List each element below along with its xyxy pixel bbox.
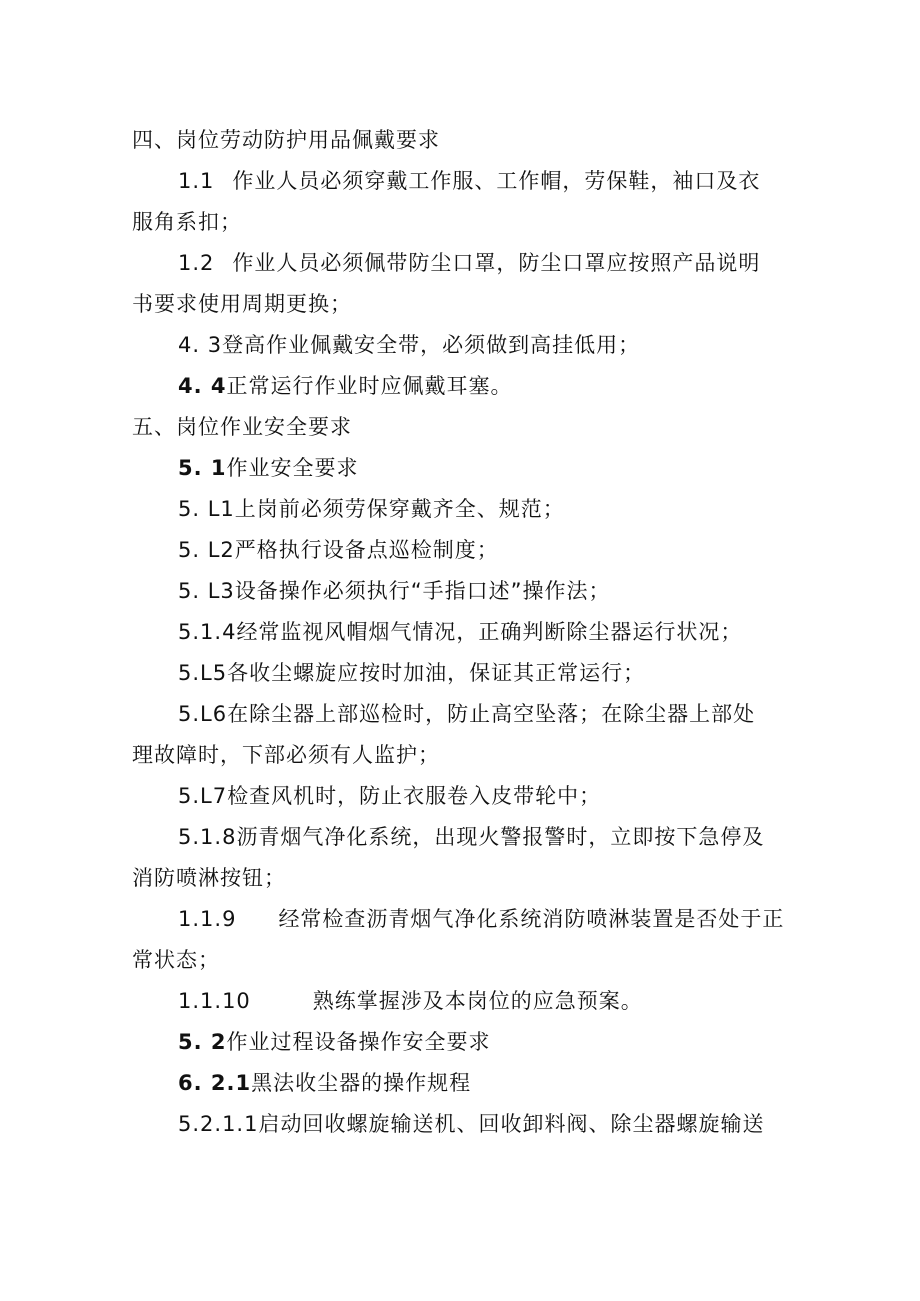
item-number: 4. 4	[178, 374, 227, 398]
item-5-l6-continued: 理故障时，下部必须有人监护；	[132, 743, 440, 767]
item-1-1-9	[132, 899, 792, 940]
item-number: 5. L1	[178, 497, 235, 521]
subsection-number: 5. 2	[178, 1030, 227, 1054]
subsection-number: 5. 1	[178, 456, 227, 480]
item-5-l5	[132, 653, 792, 694]
item-5-2-1-1	[132, 1104, 792, 1145]
item-4-3	[132, 325, 792, 366]
item-1-1	[132, 161, 792, 202]
item-text: 沥青烟气净化系统，出现火警报警时，立即按下急停及	[236, 825, 765, 849]
subsection-5-2	[132, 1022, 792, 1063]
item-text: 登高作业佩戴安全带，必须做到高挂低用；	[222, 333, 641, 357]
item-5-l2	[132, 530, 792, 571]
item-5-l1	[132, 489, 792, 530]
item-text: 正常运行作业时应佩戴耳塞。	[226, 374, 513, 398]
item-5-1-4	[132, 612, 792, 653]
item-text: 经常监视风帽烟气情况，正确判断除尘器运行状况；	[236, 620, 743, 644]
subsection-title: 黑法收尘器的操作规程	[251, 1071, 472, 1095]
item-number: 1.1	[178, 169, 215, 193]
item-number: 5.L7	[178, 784, 228, 808]
item-number: 1.1.10	[178, 989, 251, 1013]
item-4-4	[132, 366, 792, 407]
item-text: 在除尘器上部巡检时，防止高空坠落；在除尘器上部处	[227, 702, 756, 726]
item-text: 作业人员必须穿戴工作服、工作帽，劳保鞋，袖口及衣	[232, 169, 761, 193]
item-number: 5.L5	[178, 661, 228, 685]
item-number: 5.L6	[178, 702, 228, 726]
item-text: 上岗前必须劳保穿戴齐全、规范；	[234, 497, 565, 521]
subsection-5-1	[132, 448, 792, 489]
item-number: 5.1.8	[178, 825, 237, 849]
subsection-title: 作业过程设备操作安全要求	[226, 1030, 491, 1054]
item-text: 检查风机时，防止衣服卷入皮带轮中；	[227, 784, 602, 808]
item-number: 1.1.9	[178, 907, 237, 931]
section-4-heading: 四、岗位劳动防护用品佩戴要求	[132, 128, 440, 152]
item-1-2	[132, 243, 792, 284]
item-text: 严格执行设备点巡检制度；	[234, 538, 499, 562]
item-number: 4. 3	[178, 333, 223, 357]
item-5-l6	[132, 694, 792, 735]
item-text: 熟练掌握涉及本岗位的应急预案。	[312, 989, 643, 1013]
item-text: 作业人员必须佩带防尘口罩，防尘口罩应按照产品说明	[232, 251, 761, 275]
item-1-2-continued: 书要求使用周期更换；	[132, 292, 352, 316]
item-text: 设备操作必须执行“手指口述”操作法；	[234, 579, 611, 603]
item-1-1-9-continued: 常状态；	[132, 948, 220, 972]
item-text: 各收尘螺旋应按时加油，保证其正常运行；	[227, 661, 646, 685]
item-text: 启动回收螺旋输送机、回收卸料阀、除尘器螺旋输送	[258, 1112, 765, 1136]
item-5-l7	[132, 776, 792, 817]
item-text: 经常检查沥青烟气净化系统消防喷淋装置是否处于正	[278, 907, 785, 931]
item-5-1-8-continued: 消防喷淋按钮；	[132, 866, 286, 890]
item-5-l3	[132, 571, 792, 612]
subsection-title: 作业安全要求	[226, 456, 359, 480]
item-1-1-continued: 服角系扣；	[132, 210, 242, 234]
item-5-1-8	[132, 817, 792, 858]
subsection-number: 6. 2.1	[178, 1071, 252, 1095]
item-1-1-10	[132, 981, 792, 1022]
section-5-heading: 五、岗位作业安全要求	[132, 415, 352, 439]
item-number: 5.1.4	[178, 620, 237, 644]
document-body	[132, 120, 792, 1145]
item-number: 5.2.1.1	[178, 1112, 259, 1136]
item-number: 5. L2	[178, 538, 235, 562]
item-number: 5. L3	[178, 579, 235, 603]
subsection-6-2-1	[132, 1063, 792, 1104]
item-number: 1.2	[178, 251, 215, 275]
